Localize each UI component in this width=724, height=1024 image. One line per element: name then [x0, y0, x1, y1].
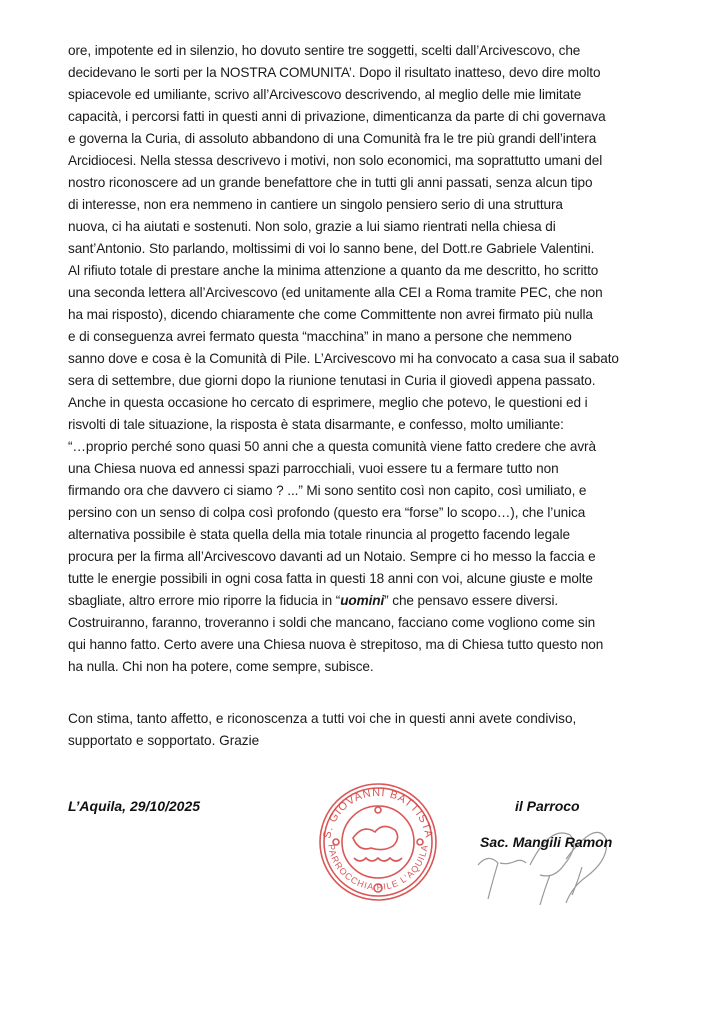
body-line: ore, impotente ed in silenzio, ho dovuto sentire tre soggetti, scelti dall’Arcivescovo, che [68, 43, 581, 58]
signer-name: Sac. Mangili Ramon [480, 834, 613, 850]
closing-line: Con stima, tanto affetto, e riconoscenza a tutti voi che in questi anni avete condiviso, [68, 711, 577, 726]
body-line: e di conseguenza avrei fermato questa “macchina” in mano a persone che nemmeno [68, 329, 572, 344]
parish-stamp-icon [308, 780, 448, 904]
body-line: sant’Antonio. Sto parlando, moltissimi di voi lo sanno bene, del Dott.re Gabriele Valentini. [68, 241, 595, 256]
body-line-emphasis [68, 590, 668, 612]
body-line: sanno dove e cosa è la Comunità di Pile. L’Arcivescovo mi ha convocato a casa sua il sabato [68, 351, 619, 366]
body-line: ha mai risposto), dicendo chiaramente che come Committente non avrei firmato più nulla [68, 307, 593, 322]
place-and-date: L’Aquila, 29/10/2025 [68, 798, 201, 814]
body-line: Anche in questa occasione ho cercato di esprimere, meglio che potevo, le questioni ed i [68, 395, 588, 410]
body-line: nuova, ci ha aiutati e sostenuti. Non solo, grazie a lui siamo rientrati nella chiesa di [68, 219, 556, 234]
body-text-segment: ” che pensavo essere diversi. [384, 593, 559, 608]
body-line: nostro riconoscere ad un grande benefattore che in tutti gli anni passati, senza alcun tipo [68, 175, 593, 190]
body-line: una seconda lettera all’Arcivescovo (ed unitamente alla CEI a Roma tramite PEC, che non [68, 285, 603, 300]
body-line: procura per la firma all’Arcivescovo davanti ad un Notaio. Sempre ci ho messo la faccia e [68, 549, 596, 564]
body-line: ha nulla. Chi non ha potere, come sempre, subisce. [68, 659, 374, 674]
body-line: capacità, i percorsi fatti in questi anni di privazione, dimenticanza da parte di chi governava [68, 109, 606, 124]
closing-line: supportato e sopportato. Grazie [68, 733, 260, 748]
body-line: spiacevole ed umiliante, scrivo all’Arcivescovo descrivendo, al meglio delle mie limitate [68, 87, 582, 102]
body-line: “…proprio perché sono quasi 50 anni che a questa comunità viene fatto credere che avrà [68, 439, 596, 454]
body-line: qui hanno fatto. Certo avere una Chiesa nuova è strepitoso, ma di Chiesa tutto questo non [68, 637, 604, 652]
letter-body [68, 40, 668, 678]
body-line: Costruiranno, faranno, troveranno i soldi che mancano, facciano come vogliono come sin [68, 615, 596, 630]
handwritten-signature-icon [470, 815, 630, 905]
body-line: firmando ora che davvero ci siamo ? ...” Mi sono sentito così non capito, così umiliato, e [68, 483, 587, 498]
emphasized-word: uomini [340, 593, 385, 608]
closing-paragraph [68, 708, 576, 752]
signer-role: il Parroco [515, 798, 580, 814]
body-line: sera di settembre, due giorni dopo la riunione tenutasi in Curia il giovedì appena passato. [68, 373, 596, 388]
body-line: di interesse, non era nemmeno in cantiere un singolo pensiero serio di una struttura [68, 197, 563, 212]
body-line: alternativa possibile è stata quella della mia totale rinuncia al progetto facendo legale [68, 527, 570, 542]
body-text-segment: sbagliate, altro errore mio riporre la fiducia in “ [68, 593, 341, 608]
body-line: una Chiesa nuova ed annessi spazi parrocchiali, vuoi essere tu a fermare tutto non [68, 461, 559, 476]
body-line: decidevano le sorti per la NOSTRA COMUNITA’. Dopo il risultato inatteso, devo dire molto [68, 65, 601, 80]
body-line: Al rifiuto totale di prestare anche la minima attenzione a quanto da me descritto, ho scritto [68, 263, 599, 278]
svg-text:PARROCCHIA PILE L'AQUILA: PARROCCHIA PILE L'AQUILA [326, 843, 430, 893]
body-line: risvolti di tale situazione, la risposta è stata disarmante, e confesso, molto umiliante: [68, 417, 564, 432]
body-line: tutte le energie possibili in ogni cosa fatta in questi 18 anni con voi, alcune giuste e molte [68, 571, 593, 586]
body-line: Arcidiocesi. Nella stessa descrivevo i motivi, non solo economici, ma soprattutto umani del [68, 153, 603, 168]
body-line: persino con un senso di colpa così profondo (questo era “forse” lo scopo…), che l’unica [68, 505, 586, 520]
svg-text:S. GIOVANNI BATTISTA: S. GIOVANNI BATTISTA [321, 786, 435, 840]
body-line: e governa la Curia, di assoluto abbandono di una Comunità fra le tre più grandi dell’intera [68, 131, 597, 146]
